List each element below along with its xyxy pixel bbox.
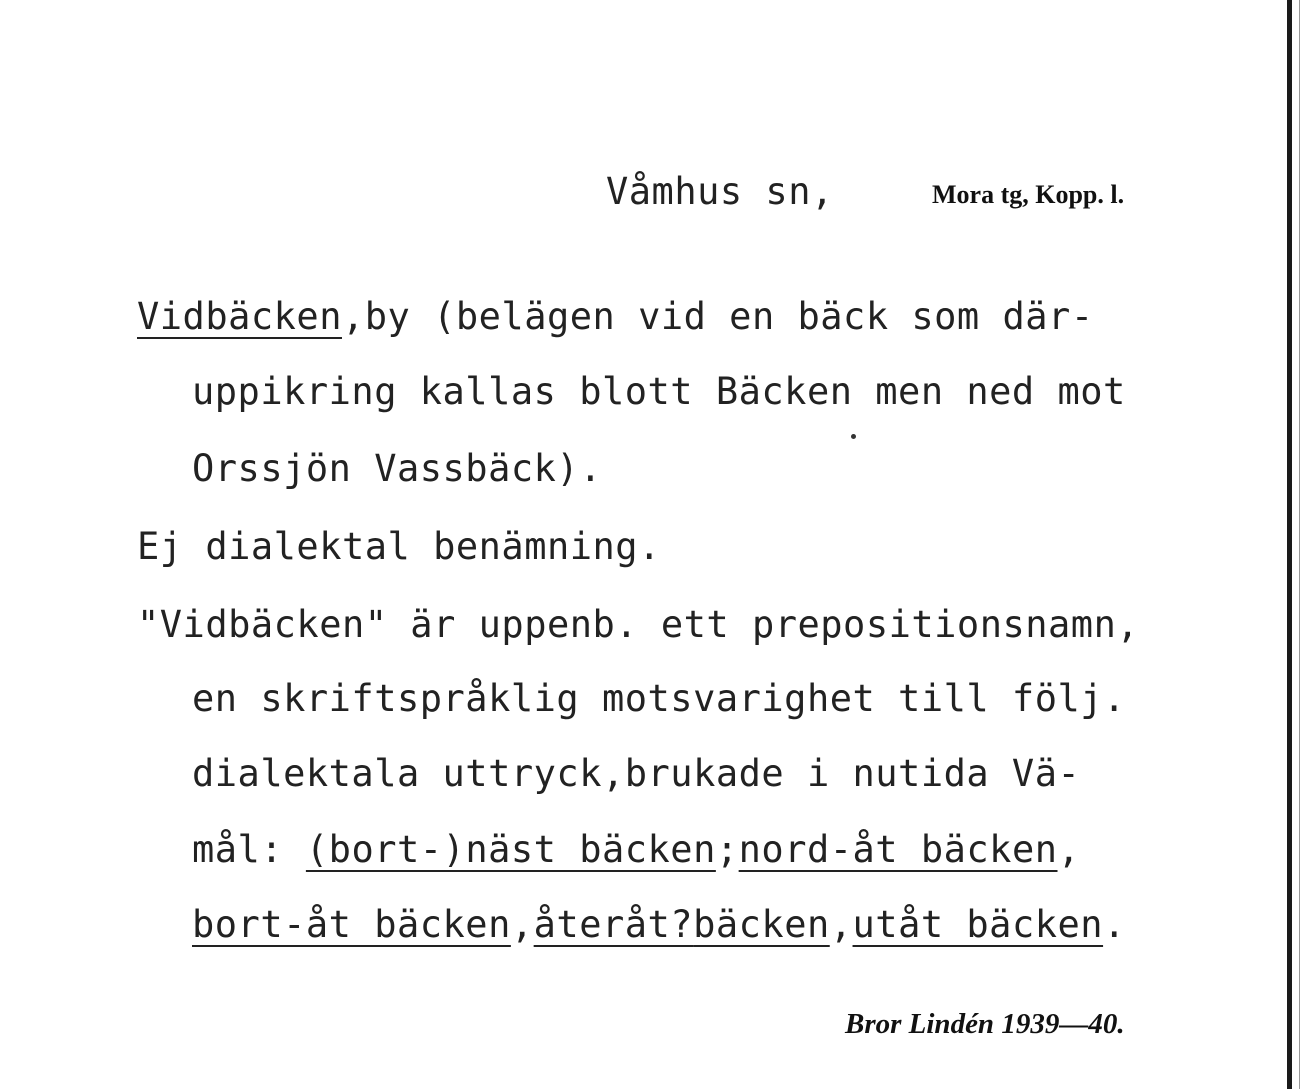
entry-line-1 [137,295,1094,338]
signature: Bror Lindén 1939—40. [845,1008,1125,1040]
entry-line-7: dialektala uttryck,brukade i nutida Vä- [192,752,1081,795]
dialect-phrase: (bort-)näst bäcken [305,828,716,871]
separator: , [1057,828,1081,871]
dialect-phrase: bäcken [693,903,830,946]
entry-line-1-text: ,by (belägen vid en bäck som där- [341,295,1094,338]
separator: ; [715,828,739,871]
entry-line-5: "Vidbäcken" är uppenb. ett prepositionsnamn, [137,603,1140,646]
card-edge-shadow [1287,0,1292,1089]
place-name: Vidbäcken [137,295,342,338]
separator: , [829,903,853,946]
separator: , [510,903,534,946]
entry-line-3: Orssjön Vassbäck). [192,447,602,490]
dialect-phrase: utåt bäcken [852,903,1104,946]
entry-line-2: uppikring kallas blott Bäcken men ned mot [192,370,1126,413]
entry-line-9 [192,903,1126,946]
dialect-phrase: bort-åt bäcken [192,903,511,946]
ink-speck [851,434,856,439]
dialect-phrase: nord-åt bäcken [738,828,1058,871]
entry-line-6: en skriftspråklig motsvarighet till följ. [192,677,1126,720]
entry-line-8 [192,828,1081,871]
parish-heading: Våmhus sn, [606,170,834,213]
dialect-phrase: återåt? [533,903,694,946]
card-edge-line [1299,0,1300,1089]
dialect-label: mål: [192,828,306,871]
entry-line-4: Ej dialektal benämning. [137,525,661,568]
district-label: Mora tg, Kopp. l. [932,180,1125,209]
separator: . [1103,903,1126,946]
